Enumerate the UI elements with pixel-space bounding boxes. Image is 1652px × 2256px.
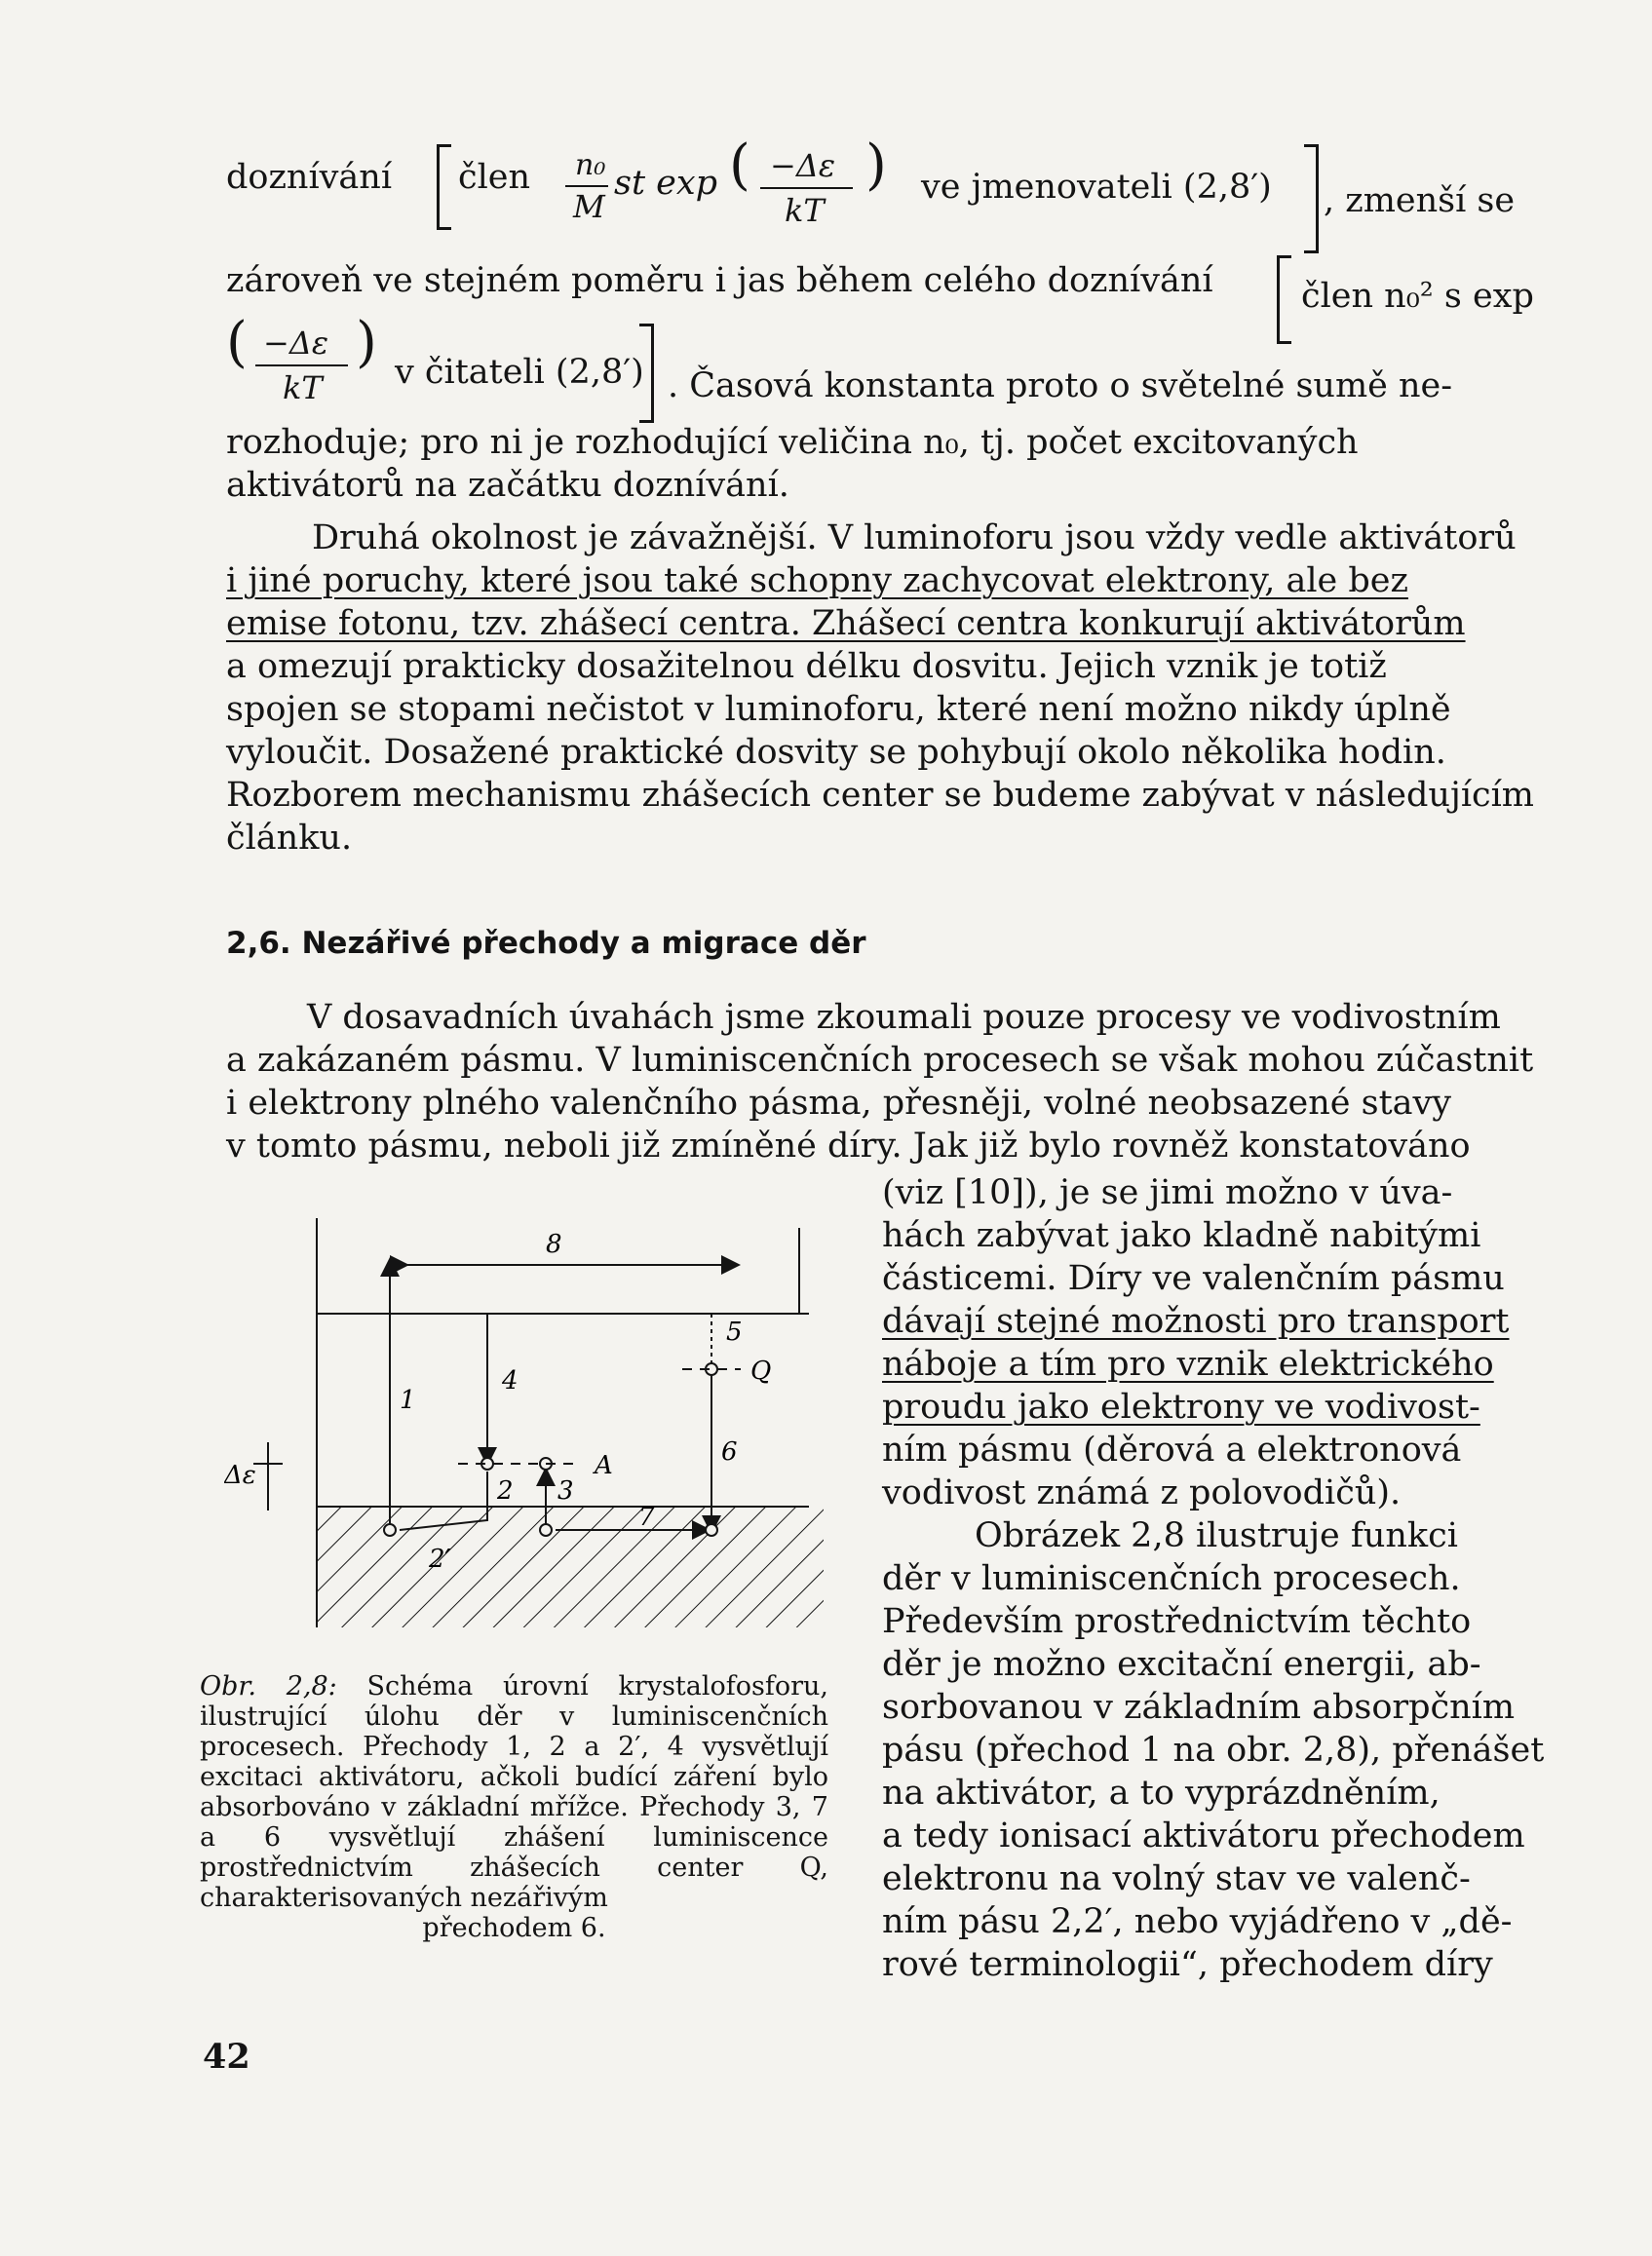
- label-2-prime: 2′: [429, 1545, 451, 1574]
- frac-numerator: n₀: [575, 148, 606, 182]
- right-col-line: na aktivátor, a to vyprázdněním,: [882, 1774, 1441, 1813]
- text-doznivani: doznívání: [226, 158, 393, 197]
- p2-line: a omezují prakticky dosažitelnou délku dosvitu. Jejich vznik je totiž: [226, 647, 1387, 686]
- p2-line: i jiné poruchy, které jsou také schopny zachycovat elektrony, ale bez: [226, 561, 1408, 600]
- page-number: 42: [203, 2037, 250, 2077]
- right-col-line: náboje a tím pro vznik elektrického: [882, 1345, 1494, 1384]
- label-6: 6: [721, 1437, 738, 1467]
- left-bracket: [437, 144, 451, 230]
- right-col-line: vodivost známá z polovodičů).: [882, 1473, 1402, 1512]
- right-col-line: dávají stejné možnosti pro transport: [882, 1302, 1510, 1341]
- label-4: 4: [502, 1366, 519, 1396]
- formula-line-1: [226, 156, 392, 199]
- p3-line: v tomto pásmu, neboli již zmíněné díry. Jak již bylo rovněž konstatováno: [226, 1127, 1471, 1166]
- text-jmenovateli: ve jmenovateli (2,8′): [921, 168, 1272, 207]
- right-col-line: pásu (přechod 1 na obr. 2,8), přenášet: [882, 1731, 1545, 1770]
- label-a: A: [595, 1451, 613, 1480]
- label-2: 2: [497, 1476, 514, 1506]
- label-delta-epsilon: Δε: [224, 1461, 256, 1490]
- p2-line: Rozborem mechanismu zhášecích center se budeme zabývat v následujícím: [226, 776, 1534, 815]
- text-line-5: aktivátorů na začátku doznívání.: [226, 466, 789, 505]
- level-vb-6: [706, 1524, 717, 1536]
- level-vb-1: [384, 1524, 396, 1536]
- figure-caption: [200, 1671, 828, 1943]
- right-col-line: (viz [10]), je se jimi možno v úva-: [882, 1173, 1453, 1212]
- section-heading: 2,6. Nezářivé přechody a migrace děr: [226, 926, 866, 961]
- right-col-line: děr je možno excitační energii, ab-: [882, 1645, 1481, 1684]
- right-col-line: děr v luminiscenčních procesech.: [882, 1559, 1461, 1598]
- p2-line: emise fotonu, tzv. zhášecí centra. Zhášecí centra konkurují aktivátorům: [226, 604, 1466, 643]
- right-col-line: částicemi. Díry ve valenčním pásmu: [882, 1259, 1505, 1298]
- st-exp: st exp: [614, 164, 718, 203]
- exp-denominator: kT: [785, 192, 825, 229]
- level-vb-3: [540, 1524, 552, 1536]
- right-col-line: Především prostřednictvím těchto: [882, 1602, 1472, 1641]
- right-col-line: rové terminologii“, přechodem díry: [882, 1945, 1493, 1984]
- paren-open: (: [729, 134, 750, 197]
- text-line-4: rozhoduje; pro ni je rozhodující veličina n₀, tj. počet excitovaných: [226, 423, 1359, 462]
- text-clen: člen: [458, 158, 531, 197]
- label-3: 3: [557, 1476, 574, 1506]
- p2-line: spojen se stopami nečistot v luminoforu, které není možno nikdy úplně: [226, 690, 1451, 729]
- energy-level-diagram: [224, 1199, 828, 1647]
- p2-line: článku.: [226, 819, 353, 858]
- text-zmensi: , zmenší se: [1324, 181, 1516, 220]
- right-col-line: hách zabývat jako kladně nabitými: [882, 1216, 1481, 1255]
- label-7: 7: [638, 1503, 655, 1532]
- text-citateli: v čitateli (2,8′): [395, 353, 644, 392]
- right-col-line: sorbovanou v základním absorpčním: [882, 1688, 1516, 1727]
- label-1: 1: [400, 1386, 416, 1415]
- label-8: 8: [546, 1230, 562, 1259]
- text-clen-2: člen n₀² s exp: [1301, 277, 1534, 316]
- paren-close: ): [865, 134, 887, 197]
- caption-text: Schéma úrovní krystalofosforu, ilustrující úlohu děr v luminiscenčních procesech. Přechody 1, 2 a 2′, 4 vysvětlují excitaci aktivátoru, ačkoli budící záření bylo absorbováno v základní mřížce. Přechody 3, 7 a 6 vysvětlují zhášení luminiscence prostřednictvím zhášecích center Q, charakterisovaných nezářivým: [200, 1671, 828, 1913]
- p3-line: V dosavadních úvahách jsme zkoumali pouze procesy ve vodivostním: [307, 998, 1501, 1037]
- left-bracket-2: [1277, 255, 1291, 344]
- p2-line: Druhá okolnost je závažnější. V luminoforu jsou vždy vedle aktivátorů: [312, 518, 1517, 557]
- right-col-line: proudu jako elektrony ve vodivost-: [882, 1388, 1480, 1427]
- right-column-text: [882, 1171, 1545, 1986]
- paren-close-2: ): [356, 311, 377, 374]
- paren-open-2: (: [226, 311, 248, 374]
- text-casova-konstanta: . Časová konstanta proto o světelné sumě ne-: [668, 366, 1453, 405]
- label-q: Q: [750, 1357, 772, 1386]
- text-line-2: zároveň ve stejném poměru i jas během celého doznívání: [226, 261, 1213, 300]
- p2-line: vyloučit. Dosažené praktické dosvity se pohybují okolo několika hodin.: [226, 733, 1446, 772]
- right-col-line: elektronu na volný stav ve valenč-: [882, 1859, 1471, 1898]
- exp-numerator: −Δε: [770, 147, 836, 184]
- exp-numerator-2: −Δε: [263, 325, 329, 362]
- right-bracket: [1304, 144, 1319, 253]
- frac-denominator: M: [573, 188, 605, 225]
- exp-bar-2: [255, 364, 348, 366]
- exp-denominator-2: kT: [283, 369, 323, 406]
- label-5: 5: [726, 1318, 743, 1347]
- right-col-line: ním pásu 2,2′, nebo vyjádřeno v „dě-: [882, 1902, 1513, 1941]
- right-col-line: Obrázek 2,8 ilustruje funkci: [975, 1516, 1458, 1555]
- caption-last: přechodem 6.: [422, 1913, 606, 1943]
- right-col-line: ním pásmu (děrová a elektronová: [882, 1431, 1462, 1470]
- right-col-line: a tedy ionisací aktivátoru přechodem: [882, 1816, 1525, 1855]
- caption-label: Obr. 2,8:: [200, 1671, 337, 1702]
- right-bracket-2: [639, 324, 654, 423]
- p3-line: a zakázaném pásmu. V luminiscenčních procesech se však mohou zúčastnit: [226, 1041, 1534, 1080]
- exp-bar: [760, 187, 853, 189]
- p3-line: i elektrony plného valenčního pásma, přesněji, volné neobsazené stavy: [226, 1084, 1452, 1123]
